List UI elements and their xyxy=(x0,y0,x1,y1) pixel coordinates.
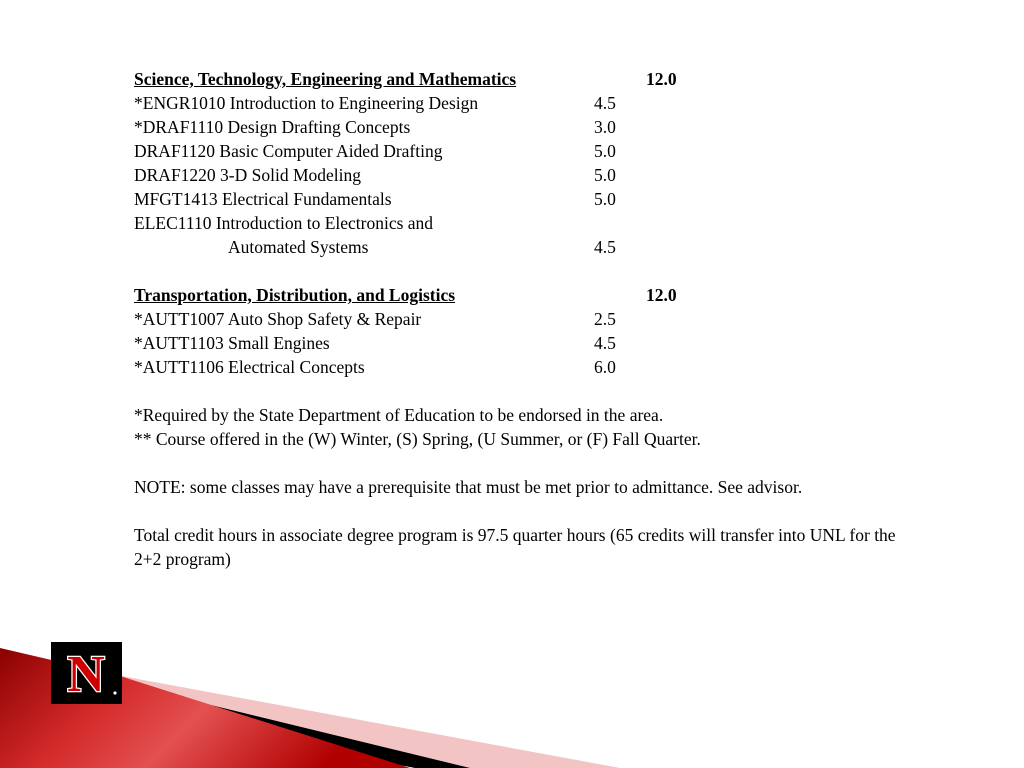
course-row xyxy=(134,331,914,355)
course-name: *ENGR1010 Introduction to Engineering Design xyxy=(134,93,479,113)
footnote-offered: ** Course offered in the (W) Winter, (S) Spring, (U Summer, or (F) Fall Quarter. xyxy=(134,429,701,449)
spacer xyxy=(134,451,914,475)
course-row xyxy=(134,211,914,235)
course-row xyxy=(134,355,914,379)
course-name: DRAF1120 Basic Computer Aided Drafting xyxy=(134,141,443,161)
course-name: MFGT1413 Electrical Fundamentals xyxy=(134,189,392,209)
section-header xyxy=(134,283,914,307)
course-credits: 6.0 xyxy=(594,357,616,377)
course-credits: 3.0 xyxy=(594,117,616,137)
spacer xyxy=(134,259,914,283)
course-credits: 4.5 xyxy=(594,237,616,257)
course-credits: 5.0 xyxy=(594,165,616,185)
footnote-required: *Required by the State Department of Education to be endorsed in the area. xyxy=(134,405,664,425)
course-credits: 4.5 xyxy=(594,93,616,113)
course-credits: 5.0 xyxy=(594,141,616,161)
course-list xyxy=(134,67,914,571)
course-name: *DRAF1110 Design Drafting Concepts xyxy=(134,117,411,137)
course-row xyxy=(134,307,914,331)
course-row xyxy=(134,187,914,211)
course-row xyxy=(134,91,914,115)
spacer xyxy=(134,499,914,523)
course-credits: 5.0 xyxy=(594,189,616,209)
course-name-continuation: Automated Systems xyxy=(228,237,369,257)
course-name: *AUTT1103 Small Engines xyxy=(134,333,330,353)
section-title: Science, Technology, Engineering and Mathematics xyxy=(134,69,517,89)
course-row xyxy=(134,163,914,187)
section-total: 12.0 xyxy=(646,69,677,89)
logo-letter: N xyxy=(67,646,105,703)
course-row-continuation xyxy=(134,235,914,259)
course-name: *AUTT1106 Electrical Concepts xyxy=(134,357,365,377)
course-name: *AUTT1007 Auto Shop Safety & Repair xyxy=(134,309,422,329)
course-row xyxy=(134,139,914,163)
section-title: Transportation, Distribution, and Logistics xyxy=(134,285,456,305)
course-credits: 2.5 xyxy=(594,309,616,329)
course-row xyxy=(134,115,914,139)
total-credit-statement: Total credit hours in associate degree program is 97.5 quarter hours (65 credits will transfer into UNL for the 2+2 program) xyxy=(134,525,896,569)
course-credits: 4.5 xyxy=(594,333,616,353)
course-name: ELEC1110 Introduction to Electronics and xyxy=(134,213,434,233)
section-total: 12.0 xyxy=(646,285,677,305)
spacer xyxy=(134,379,914,403)
course-name: DRAF1220 3-D Solid Modeling xyxy=(134,165,362,185)
section-header xyxy=(134,67,914,91)
prerequisite-note: NOTE: some classes may have a prerequisite that must be met prior to admittance. See advisor. xyxy=(134,477,803,497)
nebraska-logo xyxy=(51,642,122,704)
